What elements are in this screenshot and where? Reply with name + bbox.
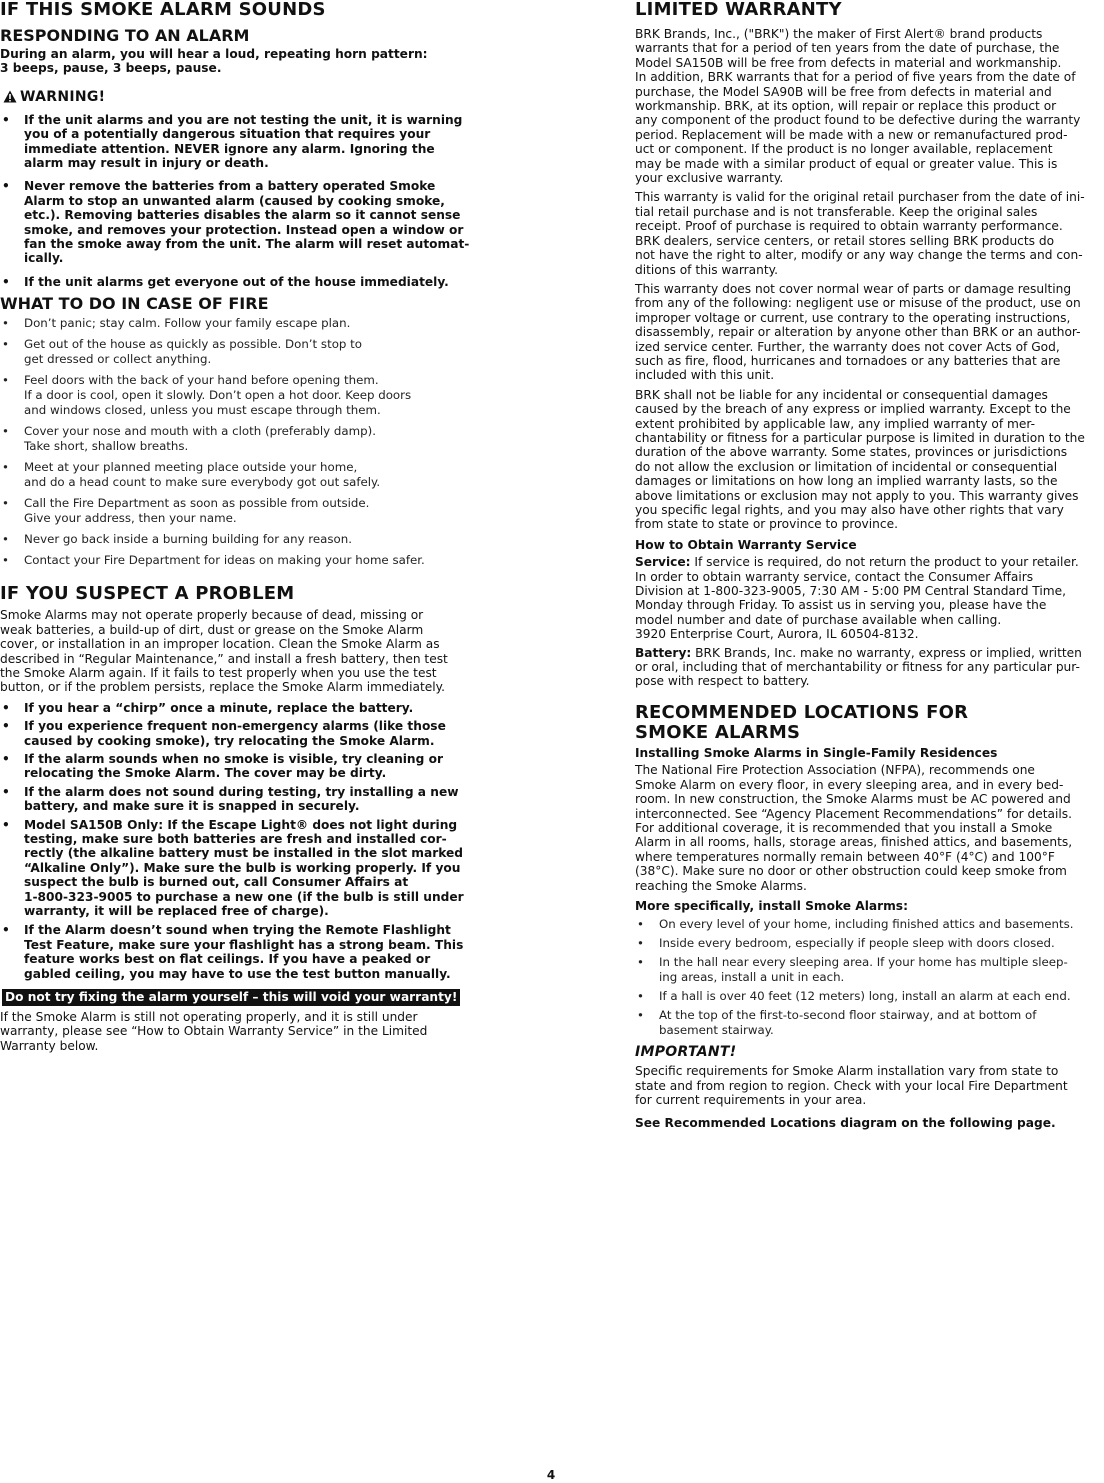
responding-text: During an alarm, you will hear a loud, repeating horn pattern: 3 beeps, pause, 3 beeps, pause. (0, 47, 428, 76)
list-item: • Don’t panic; stay calm. Follow your family escape plan. (2, 316, 351, 331)
list-item: • Inside every bedroom, especially if people sleep with doors closed. (637, 936, 1055, 951)
obtain-service-title: How to Obtain Warranty Service (635, 537, 857, 552)
service-paragraph: Service: If service is required, do not return the product to your retailer. In order to obtain warranty service, contact the Consumer Affairs Division at 1-800-323-9005, 7:30 AM - 5:00 PM Central Standard Time, Monday through Friday. To assist us in serving you, please have the model number and date of purchase available when calling. 3920 Enterprise Court, Aurora, IL 60504-8132. (635, 555, 1079, 642)
section-title-warranty: LIMITED WARRANTY (635, 0, 842, 20)
problem-list (0, 701, 470, 981)
section-title-sounds: IF THIS SMOKE ALARM SOUNDS (0, 0, 326, 20)
list-item: • Never remove the batteries from a battery operated Smoke Alarm to stop an unwanted alarm (caused by cooking smoke, etc.). Removing batteries disables the alarm so it cannot sense smoke, and removes your protection. Instead open a window or fan the smoke away from the unit. The alarm will reset automat- ically. (2, 179, 470, 266)
list-item: • Meet at your planned meeting place outside your home, and do a head count to make sure everybody got out safely. (2, 460, 381, 490)
warning-label: WARNING! (20, 89, 106, 106)
warranty-paragraph-4: BRK shall not be liable for any incidental or consequential damages caused by the breach of any express or implied warranty. Except to the extent prohibited by applicable law, any implied warranty of mer- chantability or fitness for a particular purpose is limited in duration to the duration of the above warranty. Some states, provinces or jurisdictions do not allow the exclusion or limitation of incidental or consequential damages or limitations on how long an implied warranty lasts, so the above limitations or exclusion may not apply to you. This warranty gives you specific legal rights, and you may also have other rights that vary from state to state or province to province. (635, 387, 1085, 532)
list-item: • If the alarm does not sound during testing, try installing a new battery, and make sure it is snapped in securely. (2, 784, 459, 814)
important-label: IMPORTANT! (635, 1044, 737, 1061)
fire-list (0, 316, 470, 568)
warranty-paragraph-2: This warranty is valid for the original retail purchaser from the date of ini- tial retail purchase and is not transferable. Keep the original sales receipt. Proof of purchase is required to obtain warranty performance. BRK dealers, service centers, or retail stores selling BRK products do not have the right to alter, modify or any way change the terms and con- ditions of this warranty. (635, 190, 1085, 277)
list-item: • If a hall is over 40 feet (12 meters) long, install an alarm at each end. (637, 989, 1071, 1004)
warranty-paragraph-3: This warranty does not cover normal wear of parts or damage resulting from any of the following: negligent use or misuse of the product, use on improper voltage or current, use contrary to the operating instructions, disassembly, repair or alteration by anyone other than BRK or an author- ized service center. Further, the warranty does not cover Acts of God, such as fire, flood, hurricanes and tornadoes or any batteries that are included with this unit. (635, 281, 1081, 383)
after-banner-text: If the Smoke Alarm is still not operating properly, and it is still under warranty, please see “How to Obtain Warranty Service” in the Limited Warranty below. (0, 1010, 428, 1053)
list-item: • Get out of the house as quickly as possible. Don’t stop to get dressed or collect anything. (2, 337, 362, 367)
section-title-fire: WHAT TO DO IN CASE OF FIRE (0, 294, 269, 314)
list-item: • If you hear a “chirp” once a minute, replace the battery. (2, 700, 414, 715)
warranty-void-banner: Do not try fixing the alarm yourself – this will void your warranty! (2, 989, 460, 1006)
page-number: 4 (546, 1468, 556, 1482)
see-diagram-note: See Recommended Locations diagram on the following page. (635, 1115, 1056, 1130)
warranty-paragraph-1: BRK Brands, Inc., ("BRK") the maker of First Alert® brand products warrants that for a period of ten years from the date of purchase, the Model SA150B will be free from defects in material and workmanship. In addition, BRK warrants that for a period of five years from the date of purchase, the Model SA90B will be free from defects in material and workmanship. BRK, at its option, will repair or replace this product or any component of the product found to be defective during the warranty period. Replacement will be made with a new or remanufactured prod- uct or component. If the product is no longer available, replacement may be made with a similar product of equal or greater value. This is your exclusive warranty. (635, 27, 1081, 186)
important-text: Specific requirements for Smoke Alarm installation vary from state to state and from region to region. Check with your local Fire Department for current requirements in your area. (635, 1064, 1068, 1108)
list-item: • At the top of the first-to-second floor stairway, and at bottom of basement stairway. (637, 1008, 1037, 1038)
list-item: • Cover your nose and mouth with a cloth (preferably damp). Take short, shallow breaths. (2, 424, 376, 454)
service-label: Service: (635, 555, 691, 570)
list-item: • Call the Fire Department as soon as possible from outside. Give your address, then your name. (2, 496, 370, 526)
list-item: • In the hall near every sleeping area. If your home has multiple sleep- ing areas, install a unit in each. (637, 955, 1068, 985)
specifically-title: More specifically, install Smoke Alarms: (635, 898, 908, 913)
battery-label: Battery: (635, 645, 692, 660)
list-item: • Model SA150B Only: If the Escape Light® does not light during testing, make sure both batteries are fresh and installed cor- rectly (the alkaline battery must be installed in the slot marked “Alkaline Only”). Make sure the bulb is working properly. If you suspect the bulb is burned out, call Consumer Affairs at 1-800-323-9005 to purchase a new one (if the bulb is still under warranty, it will be replaced free of charge). (2, 817, 464, 918)
warning-triangle-icon (3, 88, 17, 107)
list-item: • Contact your Fire Department for ideas on making your home safer. (2, 553, 425, 568)
left-column (0, 0, 470, 1053)
list-item: • If you experience frequent non-emergency alarms (like those caused by cooking smoke), try relocating the Smoke Alarm. (2, 719, 446, 748)
installing-title: Installing Smoke Alarms in Single-Family Residences (635, 745, 998, 760)
list-item: • Never go back inside a burning building for any reason. (2, 532, 352, 547)
list-item: • If the alarm sounds when no smoke is visible, try cleaning or relocating the Smoke Alarm. The cover may be dirty. (2, 751, 443, 781)
list-item: • If the unit alarms and you are not testing the unit, it is warning you of a potentially dangerous situation that requires your immediate attention. NEVER ignore any alarm. Ignoring the alarm may result in injury or death. (2, 112, 463, 171)
list-item: • If the unit alarms get everyone out of the house immediately. (2, 274, 449, 289)
warning-header (3, 88, 470, 107)
installing-text: The National Fire Protection Association (NFPA), recommends one Smoke Alarm on every floor, in every sleeping area, and in every bed- room. In new construction, the Smoke Alarms must be AC powered and interconnected. See “Agency Placement Recommendations” for details. For additional coverage, it is recommended that you install a Smoke Alarm in all rooms, halls, storage areas, finished attics, and basements, where temperatures normally remain between 40°F (4°C) and 100°F (38°C). Make sure no door or other obstruction could keep smoke from reaching the Smoke Alarms. (635, 763, 1073, 893)
list-item: • Feel doors with the back of your hand before opening them. If a door is cool, open it slowly. Don’t open a hot door. Keep doors and windows closed, unless you must escape through them. (2, 373, 412, 418)
specific-list (635, 917, 1104, 1038)
section-title-responding: RESPONDING TO AN ALARM (0, 26, 250, 45)
section-title-locations: RECOMMENDED LOCATIONS FOR SMOKE ALARMS (635, 701, 969, 743)
right-column (635, 0, 1104, 1130)
warning-list (0, 113, 470, 289)
list-item: • On every level of your home, including finished attics and basements. (637, 917, 1074, 932)
list-item: • If the Alarm doesn’t sound when trying the Remote Flashlight Test Feature, make sure your flashlight has a strong beam. This feature works best on flat ceilings. If you have a peaked or gabled ceiling, you may have to use the test button manually. (2, 923, 464, 981)
problem-text: Smoke Alarms may not operate properly because of dead, missing or weak batteries, a build-up of dirt, dust or grease on the Smoke Alarm cover, or installation in an improper location. Clean the Smoke Alarm as described in “Regular Maintenance,” and install a fresh battery, then test the Smoke Alarm again. If it fails to test properly when you use the test button, or if the problem persists, replace the Smoke Alarm immediately. (0, 608, 448, 695)
battery-paragraph: Battery: BRK Brands, Inc. make no warranty, express or implied, written or oral, including that of merchantability or fitness for any particular pur- pose with respect to battery. (635, 645, 1082, 689)
section-title-problem: IF YOU SUSPECT A PROBLEM (0, 583, 295, 605)
